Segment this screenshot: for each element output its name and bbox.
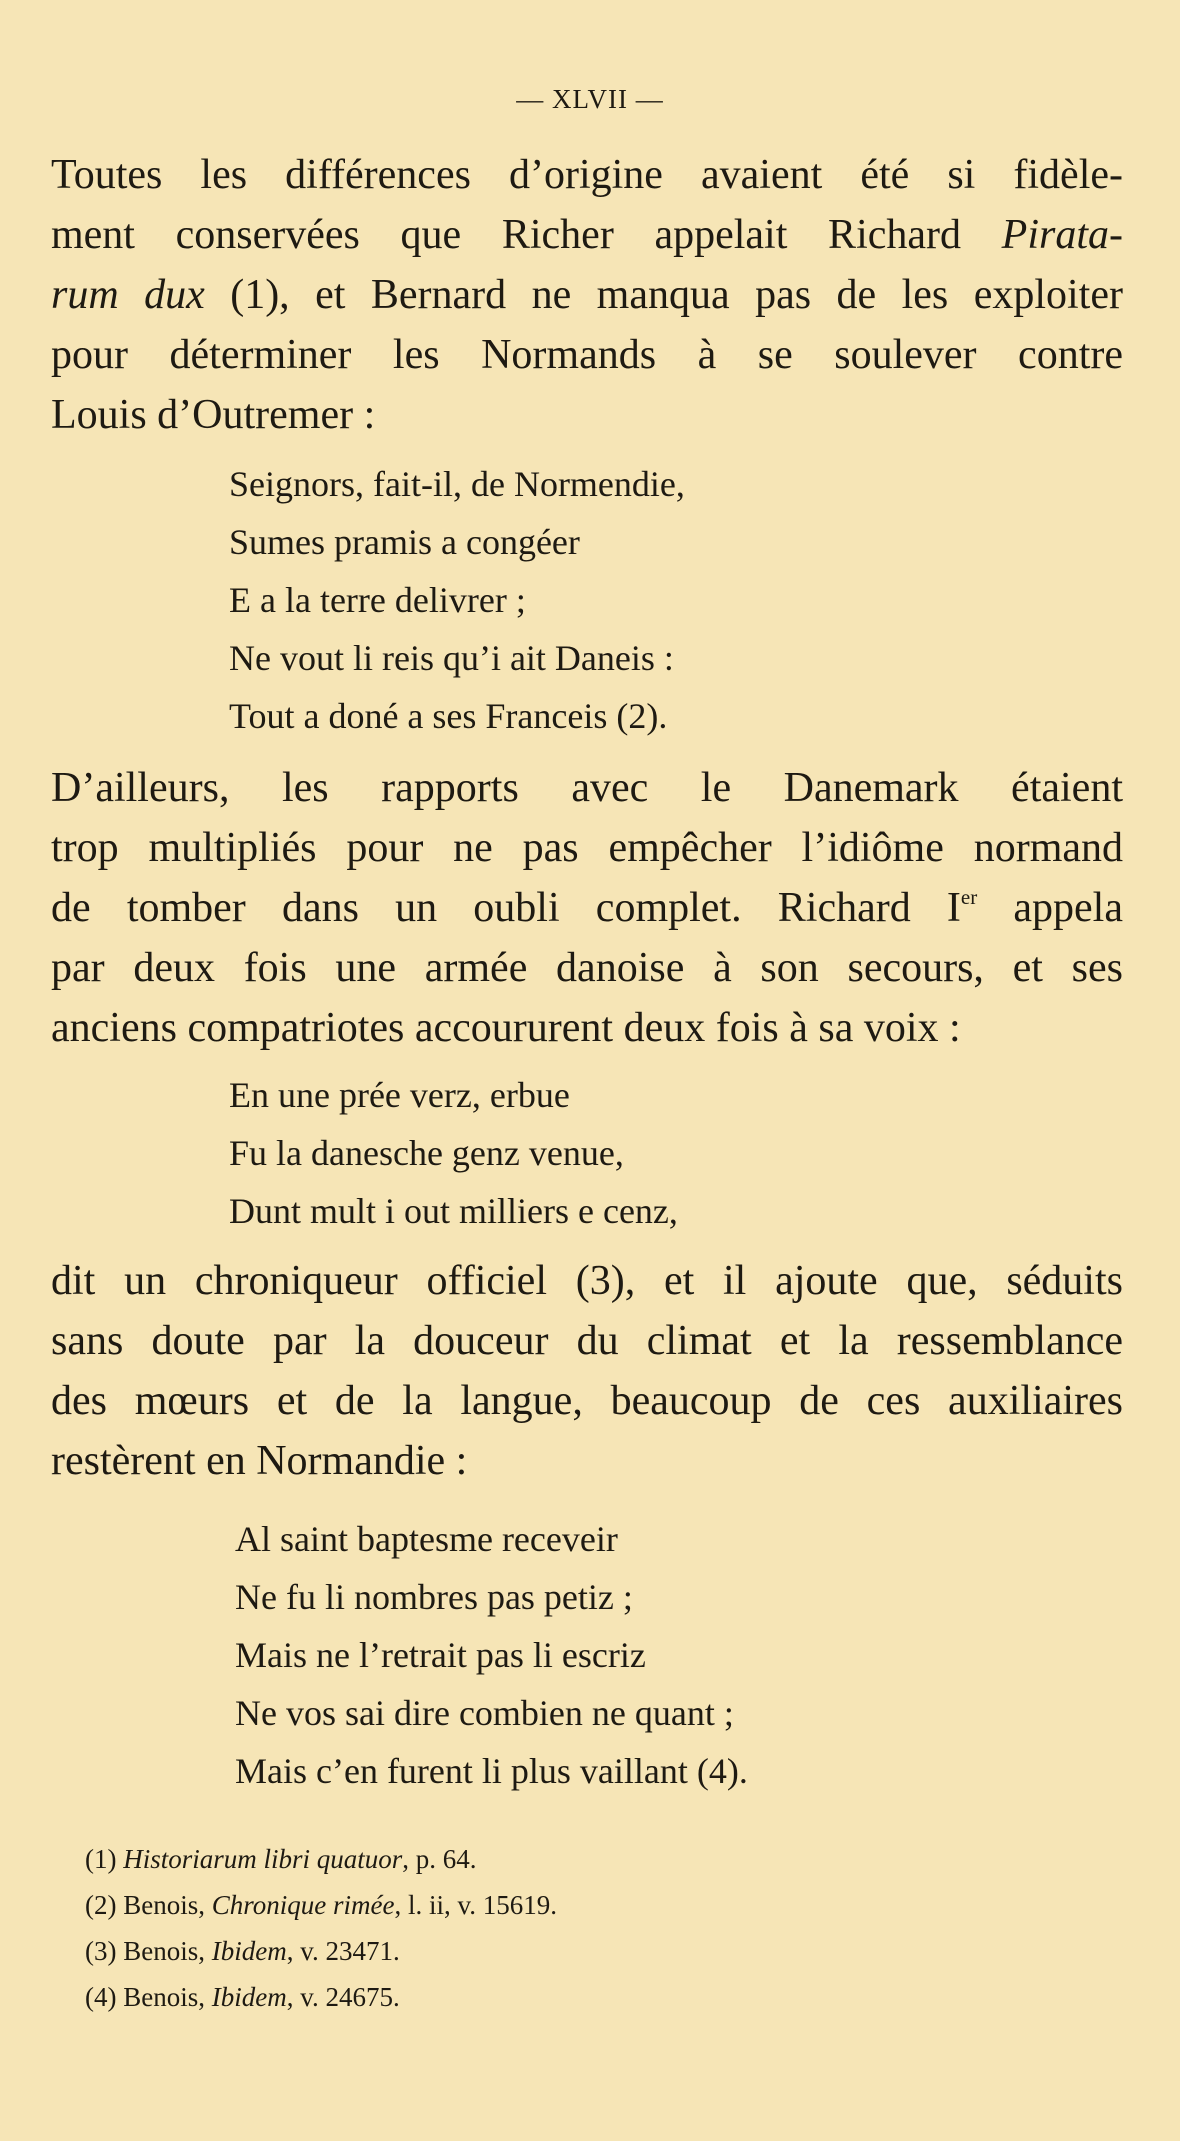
- text: , v. 23471.: [286, 1936, 400, 1966]
- text-line: [51, 265, 1123, 325]
- text: Dunt mult i out milliers e cenz,: [229, 1191, 678, 1231]
- paragraph: [51, 1251, 1123, 1491]
- text: dit un chroniqueur officiel (3), et il ajoute que, séduits: [51, 1258, 1123, 1304]
- italic-text: Ibidem: [211, 1982, 287, 2012]
- verse-line: [229, 1066, 678, 1124]
- text: Mais ne l’retrait pas li escriz: [235, 1635, 646, 1675]
- text: En une prée verz, erbue: [229, 1075, 570, 1115]
- verse-line: [229, 455, 685, 513]
- text: de tomber dans un oubli complet. Richard I: [51, 885, 961, 931]
- text: Sumes pramis a congéer: [229, 522, 580, 562]
- text: Al saint baptesme receveir: [235, 1519, 618, 1559]
- paragraph: [51, 758, 1123, 1058]
- verse-line: [235, 1510, 748, 1568]
- text-line: [51, 818, 1123, 878]
- text: Tout a doné a ses Franceis (2).: [229, 696, 668, 736]
- text: anciens compatriotes accoururent deux fois à sa voix :: [51, 1005, 961, 1051]
- verse-quote: [229, 1066, 678, 1240]
- text: D’ailleurs, les rapports avec le Danemark étaient: [51, 765, 1123, 811]
- text: , p. 64.: [402, 1844, 477, 1874]
- verse-line: [235, 1684, 748, 1742]
- text: Ne fu li nombres pas petiz ;: [235, 1577, 633, 1617]
- text: Ne vout li reis qu’i ait Daneis :: [229, 638, 674, 678]
- text: pour déterminer les Normands à se soulever contre: [51, 332, 1123, 378]
- italic-text: rum dux: [51, 272, 205, 318]
- footnotes: [85, 1836, 557, 2020]
- text: Toutes les différences d’origine avaient été si fidèle-: [51, 152, 1123, 198]
- italic-text: Pirata-: [1001, 212, 1123, 258]
- superscript: er: [960, 885, 978, 910]
- verse-line: [235, 1626, 748, 1684]
- verse-quote: [229, 455, 685, 745]
- footnote: [85, 1974, 557, 2020]
- text: , v. 24675.: [286, 1982, 400, 2012]
- text: ment conservées que Richer appelait Richard: [51, 212, 1002, 258]
- verse-line: [229, 629, 685, 687]
- text: trop multipliés pour ne pas empêcher l’idiôme normand: [51, 825, 1123, 871]
- text: Louis d’Outremer :: [51, 392, 376, 438]
- verse-line: [235, 1568, 748, 1626]
- italic-text: Historiarum libri quatuor: [123, 1844, 403, 1874]
- text: (2) Benois,: [85, 1890, 212, 1920]
- text: (1), et Bernard ne manqua pas de les exploiter: [204, 272, 1123, 318]
- text: Seignors, fait-il, de Normendie,: [229, 464, 685, 504]
- footnote: [85, 1928, 557, 1974]
- text: des mœurs et de la langue, beaucoup de ces auxiliaires: [51, 1378, 1123, 1424]
- footnote: [85, 1882, 557, 1928]
- verse-line: [229, 571, 685, 629]
- text-line: [51, 938, 1123, 998]
- text: restèrent en Normandie :: [51, 1438, 468, 1484]
- text: par deux fois une armée danoise à son secours, et ses: [51, 945, 1123, 991]
- footnote: [85, 1836, 557, 1882]
- text: Mais c’en furent li plus vaillant (4).: [235, 1751, 748, 1791]
- text: (1): [85, 1844, 124, 1874]
- italic-text: Chronique rimée: [211, 1890, 395, 1920]
- text-line: [51, 878, 1123, 938]
- text: E a la terre delivrer ;: [229, 580, 526, 620]
- verse-line: [235, 1742, 748, 1800]
- text: Fu la danesche genz venue,: [229, 1133, 624, 1173]
- verse-quote: [235, 1510, 748, 1800]
- text-line: [51, 1431, 1123, 1491]
- verse-line: [229, 1182, 678, 1240]
- verse-line: [229, 513, 685, 571]
- text: , l. ii, v. 15619.: [394, 1890, 557, 1920]
- italic-text: Ibidem: [211, 1936, 287, 1966]
- text: (4) Benois,: [85, 1982, 212, 2012]
- text-line: [51, 1251, 1123, 1311]
- verse-line: [229, 687, 685, 745]
- page-number: — XLVII —: [516, 84, 664, 114]
- text-line: [51, 1311, 1123, 1371]
- text-line: [51, 205, 1123, 265]
- text-line: [51, 325, 1123, 385]
- text: appela: [977, 885, 1123, 931]
- text: Ne vos sai dire combien ne quant ;: [235, 1693, 734, 1733]
- text-line: [51, 998, 1123, 1058]
- text-line: [51, 145, 1123, 205]
- text-line: [51, 758, 1123, 818]
- verse-line: [229, 1124, 678, 1182]
- text-line: [51, 385, 1123, 445]
- text-line: [51, 1371, 1123, 1431]
- text: sans doute par la douceur du climat et la ressemblance: [51, 1318, 1123, 1364]
- text: (3) Benois,: [85, 1936, 212, 1966]
- paragraph: [51, 145, 1123, 445]
